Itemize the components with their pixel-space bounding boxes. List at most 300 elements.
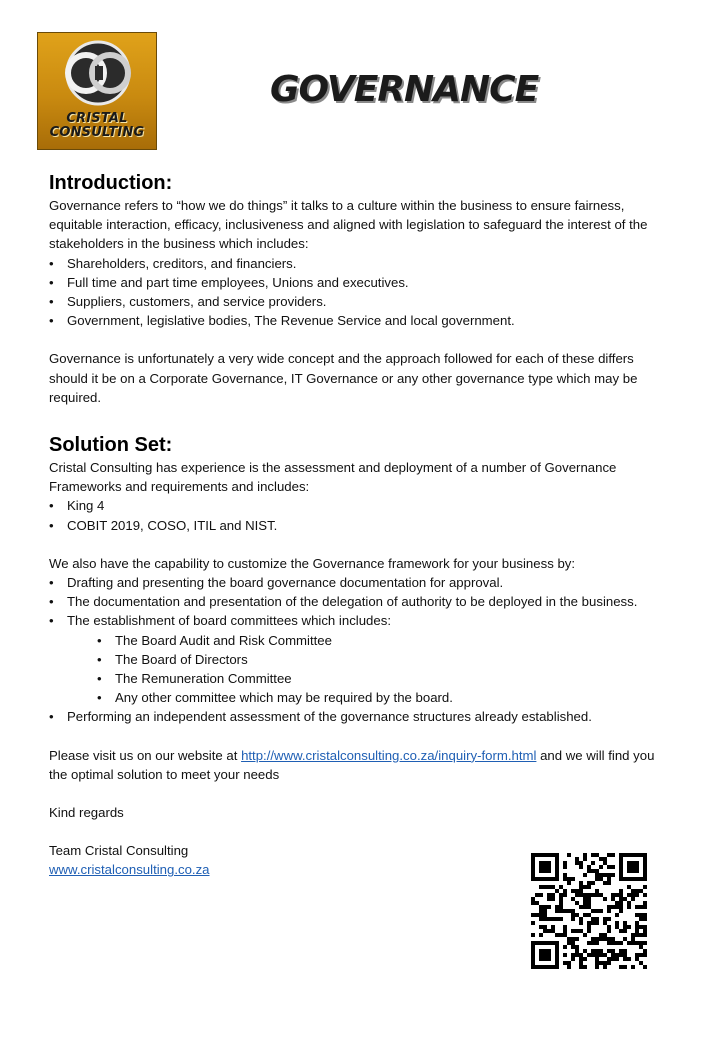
qr-module: [635, 853, 639, 857]
qr-module: [579, 921, 583, 925]
qr-module: [603, 953, 607, 957]
qr-module: [543, 861, 547, 865]
qr-module: [539, 965, 543, 969]
qr-module: [535, 877, 539, 881]
qr-module: [579, 889, 583, 893]
qr-module: [643, 861, 647, 865]
qr-module: [639, 925, 643, 929]
qr-module: [567, 961, 571, 965]
qr-module: [643, 965, 647, 969]
qr-module: [611, 905, 615, 909]
qr-module: [531, 949, 535, 953]
qr-module: [583, 857, 587, 861]
qr-module: [539, 865, 543, 869]
qr-module: [631, 941, 635, 945]
qr-module: [559, 885, 563, 889]
qr-module: [595, 957, 599, 961]
qr-module: [643, 953, 647, 957]
qr-module: [607, 937, 611, 941]
qr-module: [547, 897, 551, 901]
qr-module: [555, 857, 559, 861]
qr-module: [575, 913, 579, 917]
qr-module: [535, 965, 539, 969]
qr-module: [531, 869, 535, 873]
qr-module: [571, 917, 575, 921]
qr-module: [635, 889, 639, 893]
qr-module: [547, 853, 551, 857]
list-item: • Government, legislative bodies, The Revenue Service and local government.: [49, 311, 669, 330]
qr-module: [539, 853, 543, 857]
qr-module: [607, 877, 611, 881]
qr-module: [575, 929, 579, 933]
qr-module: [635, 877, 639, 881]
qr-module: [575, 893, 579, 897]
qr-module: [607, 905, 611, 909]
qr-module: [607, 865, 611, 869]
qr-module: [579, 961, 583, 965]
list-item: • The Board Audit and Risk Committee: [49, 631, 669, 650]
qr-module: [539, 913, 543, 917]
qr-module: [547, 861, 551, 865]
qr-module: [531, 853, 535, 857]
qr-module: [643, 949, 647, 953]
qr-module: [595, 893, 599, 897]
qr-module: [575, 861, 579, 865]
qr-module: [627, 853, 631, 857]
qr-module: [535, 941, 539, 945]
qr-module: [587, 893, 591, 897]
framework-list: [49, 496, 669, 534]
qr-module: [591, 893, 595, 897]
qr-module: [643, 885, 647, 889]
qr-module: [575, 937, 579, 941]
solution-paragraph: Cristal Consulting has experience is the assessment and deployment of a number of Governance Frameworks and requirements and includes:: [49, 460, 617, 495]
qr-module: [563, 929, 567, 933]
qr-module: [643, 901, 647, 905]
qr-module: [639, 953, 643, 957]
inquiry-form-link[interactable]: http://www.cristalconsulting.co.za/inquiry-form.html: [241, 747, 537, 763]
qr-module: [531, 921, 535, 925]
qr-module: [619, 905, 623, 909]
qr-module: [543, 885, 547, 889]
qr-module: [591, 881, 595, 885]
qr-module: [643, 857, 647, 861]
qr-module: [603, 861, 607, 865]
website-link[interactable]: www.cristalconsulting.co.za: [49, 862, 210, 878]
qr-module: [539, 949, 543, 953]
qr-module: [619, 869, 623, 873]
qr-module: [575, 949, 579, 953]
qr-module: [575, 857, 579, 861]
qr-module: [571, 953, 575, 957]
qr-module: [547, 957, 551, 961]
qr-module: [563, 889, 567, 893]
qr-module: [643, 893, 647, 897]
qr-module: [567, 881, 571, 885]
capability-paragraph: We also have the capability to customize the Governance framework for your business by:: [49, 555, 576, 571]
qr-module: [559, 905, 563, 909]
qr-module: [619, 965, 623, 969]
qr-module: [603, 921, 607, 925]
qr-module: [603, 965, 607, 969]
regards-text: Kind regards: [49, 805, 124, 821]
qr-module: [619, 873, 623, 877]
logo-text-line2: CONSULTING: [49, 125, 145, 140]
qr-code-icon: [531, 853, 647, 969]
qr-module: [555, 861, 559, 865]
qr-module: [599, 953, 603, 957]
solution-heading: Solution Set:: [49, 434, 173, 457]
qr-module: [555, 965, 559, 969]
qr-module: [643, 869, 647, 873]
qr-module: [563, 861, 567, 865]
qr-module: [591, 917, 595, 921]
qr-module: [643, 917, 647, 921]
qr-module: [539, 917, 543, 921]
qr-module: [631, 853, 635, 857]
qr-module: [611, 941, 615, 945]
qr-module: [627, 861, 631, 865]
qr-module: [555, 957, 559, 961]
qr-module: [623, 949, 627, 953]
qr-module: [571, 937, 575, 941]
qr-module: [611, 953, 615, 957]
qr-module: [563, 933, 567, 937]
qr-module: [599, 937, 603, 941]
qr-module: [531, 965, 535, 969]
qr-module: [579, 929, 583, 933]
qr-module: [583, 853, 587, 857]
qr-module: [587, 881, 591, 885]
qr-module: [607, 873, 611, 877]
qr-module: [591, 921, 595, 925]
qr-module: [619, 897, 623, 901]
qr-module: [619, 877, 623, 881]
qr-module: [555, 853, 559, 857]
qr-module: [599, 893, 603, 897]
qr-module: [635, 929, 639, 933]
qr-module: [639, 853, 643, 857]
qr-module: [611, 897, 615, 901]
qr-module: [603, 917, 607, 921]
qr-module: [563, 945, 567, 949]
qr-module: [539, 885, 543, 889]
list-item: • King 4: [49, 496, 669, 515]
qr-module: [555, 917, 559, 921]
qr-module: [599, 961, 603, 965]
qr-module: [551, 897, 555, 901]
qr-module: [619, 909, 623, 913]
qr-module: [539, 941, 543, 945]
qr-module: [623, 937, 627, 941]
qr-module: [595, 961, 599, 965]
qr-module: [539, 925, 543, 929]
qr-module: [639, 941, 643, 945]
qr-module: [559, 893, 563, 897]
qr-module: [595, 869, 599, 873]
qr-module: [587, 885, 591, 889]
qr-module: [563, 877, 567, 881]
qr-module: [547, 877, 551, 881]
qr-module: [631, 937, 635, 941]
qr-module: [643, 873, 647, 877]
qr-module: [587, 865, 591, 869]
qr-module: [571, 945, 575, 949]
stakeholder-list: [49, 254, 669, 331]
logo-text-line1: CRISTAL: [66, 111, 128, 126]
qr-module: [607, 957, 611, 961]
qr-module: [535, 853, 539, 857]
qr-module: [551, 925, 555, 929]
qr-module: [631, 865, 635, 869]
qr-module: [639, 877, 643, 881]
qr-module: [555, 889, 559, 893]
qr-module: [623, 877, 627, 881]
list-item: • Full time and part time employees, Unions and executives.: [49, 273, 669, 292]
qr-module: [567, 853, 571, 857]
qr-module: [547, 929, 551, 933]
qr-module: [579, 885, 583, 889]
qr-module: [531, 865, 535, 869]
qr-module: [583, 957, 587, 961]
final-list: [49, 707, 669, 726]
qr-module: [615, 893, 619, 897]
qr-module: [583, 913, 587, 917]
qr-module: [535, 893, 539, 897]
qr-module: [551, 965, 555, 969]
qr-module: [571, 941, 575, 945]
visit-suffix: and we will find you the optimal solution to meet your needs: [49, 747, 655, 782]
qr-module: [623, 957, 627, 961]
intro-paragraph: Governance refers to “how we do things” it talks to a culture within the business to ensure fairness, equitable interaction, efficacy, inclusiveness and aligned with legislation to safeguard the interest of the stakeholders in the business which includes:: [49, 198, 648, 252]
qr-module: [599, 857, 603, 861]
qr-module: [591, 941, 595, 945]
qr-module: [607, 853, 611, 857]
qr-module: [619, 901, 623, 905]
list-item: • The Board of Directors: [49, 650, 669, 669]
qr-module: [579, 881, 583, 885]
qr-module: [559, 909, 563, 913]
qr-module: [595, 921, 599, 925]
qr-module: [615, 905, 619, 909]
qr-module: [619, 853, 623, 857]
qr-module: [607, 917, 611, 921]
qr-module: [623, 897, 627, 901]
qr-module: [595, 953, 599, 957]
qr-module: [559, 917, 563, 921]
qr-module: [631, 877, 635, 881]
qr-module: [551, 877, 555, 881]
qr-module: [635, 921, 639, 925]
qr-module: [571, 909, 575, 913]
qr-module: [583, 949, 587, 953]
qr-module: [555, 873, 559, 877]
qr-module: [595, 917, 599, 921]
qr-module: [563, 909, 567, 913]
qr-module: [599, 877, 603, 881]
list-item: • Any other committee which may be required by the board.: [49, 688, 669, 707]
qr-module: [571, 877, 575, 881]
qr-module: [591, 949, 595, 953]
qr-module: [583, 873, 587, 877]
list-item: • Performing an independent assessment of the governance structures already established.: [49, 707, 669, 726]
qr-module: [543, 865, 547, 869]
qr-module: [531, 941, 535, 945]
qr-module: [611, 873, 615, 877]
qr-module: [583, 885, 587, 889]
qr-module: [555, 877, 559, 881]
qr-module: [631, 889, 635, 893]
qr-module: [539, 877, 543, 881]
qr-module: [543, 869, 547, 873]
qr-module: [547, 953, 551, 957]
qr-module: [591, 953, 595, 957]
qr-module: [627, 901, 631, 905]
qr-module: [643, 853, 647, 857]
qr-module: [563, 925, 567, 929]
qr-module: [627, 957, 631, 961]
qr-module: [591, 909, 595, 913]
qr-module: [603, 961, 607, 965]
qr-module: [595, 889, 599, 893]
qr-module: [615, 941, 619, 945]
qr-module: [551, 893, 555, 897]
qr-module: [603, 857, 607, 861]
qr-module: [619, 889, 623, 893]
qr-module: [535, 901, 539, 905]
list-item: • Drafting and presenting the board governance documentation for approval.: [49, 573, 669, 592]
qr-module: [579, 965, 583, 969]
qr-module: [559, 933, 563, 937]
qr-module: [571, 889, 575, 893]
qr-module: [543, 957, 547, 961]
qr-module: [579, 865, 583, 869]
qr-module: [595, 909, 599, 913]
qr-module: [555, 909, 559, 913]
qr-module: [531, 897, 535, 901]
qr-module: [571, 957, 575, 961]
qr-module: [643, 925, 647, 929]
qr-module: [531, 945, 535, 949]
qr-module: [583, 905, 587, 909]
qr-module: [547, 949, 551, 953]
qr-module: [639, 905, 643, 909]
list-item: • COBIT 2019, COSO, ITIL and NIST.: [49, 516, 669, 535]
qr-module: [543, 941, 547, 945]
qr-module: [623, 853, 627, 857]
qr-module: [643, 929, 647, 933]
qr-module: [555, 961, 559, 965]
qr-module: [615, 913, 619, 917]
qr-module: [631, 869, 635, 873]
qr-module: [543, 917, 547, 921]
qr-module: [583, 933, 587, 937]
qr-module: [591, 869, 595, 873]
qr-module: [575, 901, 579, 905]
qr-module: [551, 917, 555, 921]
qr-module: [583, 893, 587, 897]
qr-module: [543, 913, 547, 917]
qr-module: [567, 937, 571, 941]
qr-module: [631, 861, 635, 865]
qr-module: [563, 873, 567, 877]
qr-module: [643, 877, 647, 881]
qr-module: [619, 865, 623, 869]
qr-module: [531, 961, 535, 965]
qr-module: [639, 933, 643, 937]
qr-module: [643, 933, 647, 937]
qr-module: [639, 913, 643, 917]
qr-module: [639, 917, 643, 921]
qr-module: [587, 953, 591, 957]
qr-module: [579, 861, 583, 865]
qr-module: [531, 913, 535, 917]
qr-module: [635, 933, 639, 937]
qr-module: [587, 905, 591, 909]
qr-module: [571, 897, 575, 901]
qr-module: [583, 901, 587, 905]
qr-module: [591, 853, 595, 857]
qr-module: [555, 949, 559, 953]
qr-module: [559, 901, 563, 905]
qr-module: [627, 865, 631, 869]
qr-module: [603, 881, 607, 885]
qr-module: [543, 953, 547, 957]
qr-module: [627, 877, 631, 881]
qr-module: [627, 905, 631, 909]
qr-module: [635, 861, 639, 865]
qr-module: [555, 945, 559, 949]
qr-module: [571, 929, 575, 933]
qr-module: [587, 869, 591, 873]
qr-module: [615, 901, 619, 905]
qr-module: [595, 965, 599, 969]
qr-module: [587, 925, 591, 929]
list-item: • The establishment of board committees which includes:: [49, 611, 669, 630]
qr-module: [547, 893, 551, 897]
qr-module: [599, 949, 603, 953]
qr-module: [631, 933, 635, 937]
qr-module: [579, 957, 583, 961]
qr-module: [539, 953, 543, 957]
qr-module: [607, 881, 611, 885]
qr-module: [595, 873, 599, 877]
qr-module: [623, 921, 627, 925]
qr-module: [547, 941, 551, 945]
qr-module: [635, 913, 639, 917]
qr-module: [555, 933, 559, 937]
qr-module: [575, 945, 579, 949]
qr-module: [539, 909, 543, 913]
qr-module: [563, 953, 567, 957]
qr-module: [635, 957, 639, 961]
qr-module: [595, 949, 599, 953]
qr-module: [531, 933, 535, 937]
qr-module: [543, 925, 547, 929]
qr-module: [635, 925, 639, 929]
qr-module: [599, 873, 603, 877]
qr-module: [543, 905, 547, 909]
qr-module: [555, 869, 559, 873]
qr-module: [635, 905, 639, 909]
qr-module: [575, 953, 579, 957]
qr-module: [643, 941, 647, 945]
qr-module: [551, 941, 555, 945]
qr-module: [531, 857, 535, 861]
qr-module: [547, 905, 551, 909]
list-item: • The Remuneration Committee: [49, 669, 669, 688]
qr-module: [539, 861, 543, 865]
